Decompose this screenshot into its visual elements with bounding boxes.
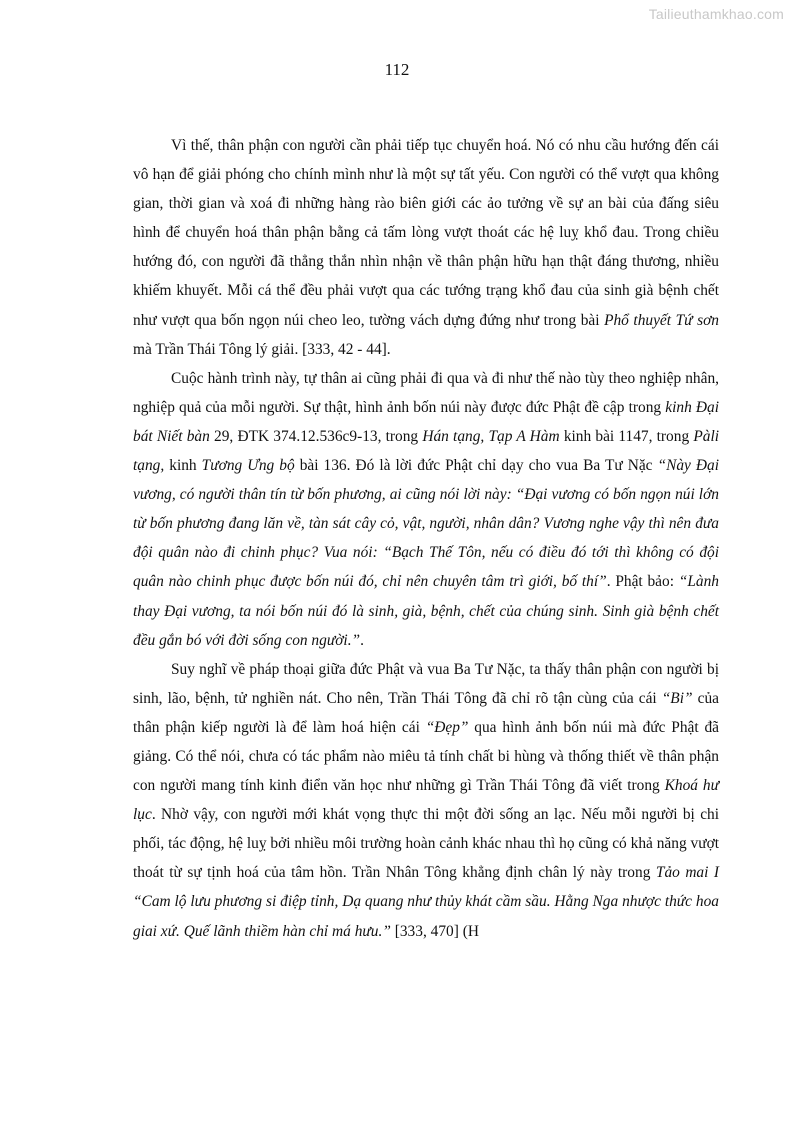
italic-text-run: “Đẹp” <box>425 718 469 736</box>
text-run: Cuộc hành trình này, tự thân ai cũng phải đi qua và đi như thế nào tùy theo nghiệp nhân, nghiệp quả của mỗi người. Sự thật, hình ảnh bốn núi này được đức Phật đề cập trong <box>133 369 719 416</box>
italic-text-run: “Này Đại vương, có người thân tín từ bốn phương, ai cũng nói lời này: “Đại vương có bốn ngọn núi lớn từ bốn phương đang lăn về, tàn sát cây cỏ, vật, người, nhân dân? Vương nghe vậy thì nên đưa đội quân nào đi chinh phục? Vua nói: “Bạch Thế Tôn, nếu có điều đó tới thì không có đội quân nào chinh phục được bốn núi đó, chỉ nên chuyên tâm trì giới, bố thí” <box>133 457 719 591</box>
text-run: bài 136. Đó là lời đức Phật chỉ dạy cho vua Ba Tư Nặc <box>294 457 658 475</box>
italic-text-run: Tương Ưng bộ <box>201 457 295 475</box>
watermark: Tailieuthamkhao.com <box>648 6 784 22</box>
paragraph <box>133 364 719 655</box>
italic-text-run: Khoá hư lục <box>133 777 719 824</box>
paragraph <box>133 131 719 364</box>
text-run: 29, ĐTK 374.12.536c9-13, trong <box>209 427 423 445</box>
italic-text-run: “Lành thay Đại vương, ta nói bốn núi đó là sinh, già, bệnh, chết của chúng sinh. Sinh già bệnh chết đều gắn bó với đời sống con người.” <box>133 573 719 649</box>
italic-text-run: Hán tạng, Tạp A Hàm <box>422 427 560 445</box>
text-run: [333, 470] (H <box>390 922 479 940</box>
italic-text-run: Tảo mai I “Cam lộ lưu phương si điệp tỉnh, Dạ quang như thủy khát cầm sầu. Hằng Nga nhược thức hoa giai xứ. Quế lãnh thiềm hàn chỉ má hưu.” <box>133 864 720 940</box>
text-run: Suy nghĩ về pháp thoại giữa đức Phật và vua Ba Tư Nặc, ta thấy thân phận con người bị sinh, lão, bệnh, tử nghiền nát. Cho nên, Trần Thái Tông đã chỉ rõ tận cùng của cái <box>133 660 719 707</box>
text-run: . Nhờ vậy, con người mới khát vọng thực thi một đời sống an lạc. Nếu mỗi người bị chi phối, tác động, hệ luỵ bởi nhiều môi trường hoàn cảnh khác nhau thì họ cũng có khả năng vượt thoát từ sự tịnh hoá của tâm hồn. Trần Nhân Tông khẳng định chân lý này trong <box>133 806 719 882</box>
text-run: của thân phận kiếp người là để làm hoá hiện cái <box>133 689 719 736</box>
text-run: . <box>360 631 364 649</box>
text-run: . Phật bảo: <box>606 573 679 591</box>
text-run: mà Trần Thái Tông lý giải. [333, 42 - 44]. <box>133 340 391 358</box>
text-run: kinh bài 1147, trong <box>559 427 694 445</box>
text-run: Vì thế, thân phận con người cần phải tiếp tục chuyển hoá. Nó có nhu cầu hướng đến cái vô hạn để giải phóng cho chính mình như là một sự tất yếu. Con người có thể vượt qua không gian, thời gian và xoá đi những hàng rào biên giới các ảo tưởng về sự an bài của đấng siêu hình để chuyển hoá thân phận bằng cả tấm lòng vượt thoát các hệ luỵ khổ đau. Trong chiều hướng đó, con người đã thẳng thắn nhìn nhận về thân phận hữu hạn thật đáng thương, nhiều khiếm khuyết. Mỗi cá thể đều phải vượt qua các tướng trạng khổ đau của sinh già bệnh chết như vượt qua bốn ngọn núi cheo leo, tường vách dựng đứng như trong bài <box>133 137 719 329</box>
text-run: qua hình ảnh bốn núi mà đức Phật đã giảng. Có thể nói, chưa có tác phẩm nào miêu tả tính chất bi hùng và thống thiết về thân phận con người mang tính kinh điển văn học như những gì Trần Thái Tông đã viết trong <box>133 718 719 795</box>
text-run: kinh <box>164 457 202 475</box>
italic-text-run: kinh Đại bát Niết bàn <box>133 398 720 445</box>
italic-text-run: Phổ thuyết Tứ sơn <box>604 311 719 329</box>
document-body <box>133 131 719 946</box>
paragraph <box>133 655 719 946</box>
italic-text-run: Pàli tạng, <box>133 427 719 475</box>
page-number: 112 <box>384 60 410 79</box>
italic-text-run: “Bi” <box>661 689 693 707</box>
